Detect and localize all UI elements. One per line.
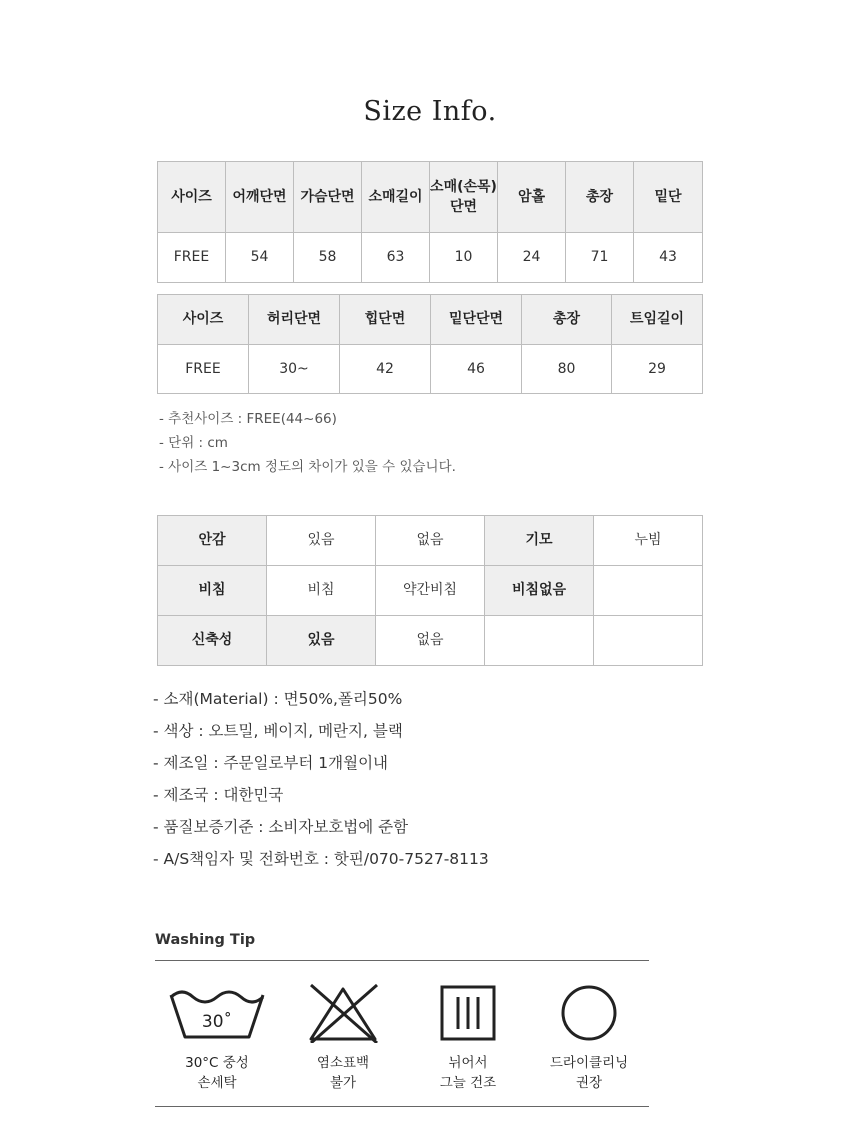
fabric-empty-cell: [594, 616, 703, 666]
fabric-sheer-label: 비침: [158, 566, 267, 616]
fabric-sheer: 비침: [267, 566, 376, 616]
fabric-slightly-sheer: 약간비침: [376, 566, 485, 616]
washing-bottom-divider: [155, 1106, 649, 1107]
size-table-top: [157, 161, 703, 283]
fabric-table: [157, 515, 703, 666]
fabric-empty-cell: [594, 566, 703, 616]
size-notes: [159, 409, 456, 481]
wash-label-line2: 불가: [329, 1075, 357, 1091]
header-armhole: 암홀: [498, 162, 566, 233]
fabric-stretch-label: 신축성: [158, 616, 267, 666]
header-slit-length: 트임길이: [612, 295, 703, 345]
wash-tub-30-icon: [167, 983, 267, 1043]
fabric-lining-no: 없음: [376, 516, 485, 566]
cell-armhole: 24: [498, 233, 566, 283]
wash-label-line1: 드라이클리닝: [549, 1055, 629, 1071]
header-hem-width: 밑단단면: [431, 295, 522, 345]
no-bleach-icon: [293, 983, 393, 1043]
info-manufacture-date: - 제조일 : 주문일로부터 1개월이내: [153, 754, 389, 772]
info-quality-standard: - 품질보증기준 : 소비자보호법에 준함: [153, 818, 409, 836]
cell-chest: 58: [294, 233, 362, 283]
header-hem: 밑단: [634, 162, 703, 233]
washing-top-divider: [155, 960, 649, 961]
header-size: 사이즈: [158, 295, 249, 345]
cell-cuff: 10: [430, 233, 498, 283]
header-cuff: 소매(손목) 단면: [430, 162, 498, 233]
wash-label-line2: 권장: [575, 1075, 603, 1091]
fabric-empty-cell: [485, 616, 594, 666]
header-chest: 가슴단면: [294, 162, 362, 233]
shade-dry-icon: [418, 983, 518, 1043]
cell-hip: 42: [340, 345, 431, 394]
info-colors: - 색상 : 오트밀, 베이지, 메란지, 블랙: [153, 722, 403, 740]
fabric-not-sheer: 비침없음: [485, 566, 594, 616]
header-total-length: 총장: [522, 295, 612, 345]
wash-label-line1: 30°C 중성: [185, 1055, 249, 1071]
cell-slit-length: 29: [612, 345, 703, 394]
page-title: Size Info.: [363, 96, 497, 127]
info-material: - 소재(Material) : 면50%,폴리50%: [153, 690, 403, 708]
wash-item-no-bleach: [273, 983, 413, 1093]
note-recommended-size: - 추천사이즈 : FREE(44~66): [159, 411, 337, 427]
wash-temp-label: 30˚: [201, 1012, 233, 1032]
washing-tip-title: Washing Tip: [155, 932, 256, 948]
header-hip: 힙단면: [340, 295, 431, 345]
cell-waist: 30~: [249, 345, 340, 394]
cell-hem-width: 46: [431, 345, 522, 394]
fabric-stretch-no: 없음: [376, 616, 485, 666]
cell-size: FREE: [158, 233, 226, 283]
note-tolerance: - 사이즈 1~3cm 정도의 차이가 있을 수 있습니다.: [159, 459, 456, 475]
dry-clean-icon: [539, 983, 639, 1043]
product-info: [153, 686, 489, 878]
cell-size: FREE: [158, 345, 249, 394]
cell-shoulder: 54: [226, 233, 294, 283]
cell-total-length: 80: [522, 345, 612, 394]
info-country: - 제조국 : 대한민국: [153, 786, 284, 804]
wash-label-line2: 그늘 건조: [439, 1075, 497, 1091]
cell-sleeve-length: 63: [362, 233, 430, 283]
fabric-stretch-yes: 있음: [267, 616, 376, 666]
cell-hem: 43: [634, 233, 703, 283]
fabric-quilted: 누빔: [594, 516, 703, 566]
size-table-bottom: [157, 294, 703, 394]
wash-item-shade-dry: [398, 983, 538, 1093]
fabric-lining-yes: 있음: [267, 516, 376, 566]
fabric-lining-label: 안감: [158, 516, 267, 566]
fabric-brushed-label: 기모: [485, 516, 594, 566]
wash-item-hand-wash: [147, 983, 287, 1093]
header-sleeve-length: 소매길이: [362, 162, 430, 233]
header-total-length: 총장: [566, 162, 634, 233]
header-shoulder: 어깨단면: [226, 162, 294, 233]
cell-total-length: 71: [566, 233, 634, 283]
wash-label-line1: 염소표백: [316, 1055, 370, 1071]
header-size: 사이즈: [158, 162, 226, 233]
header-waist: 허리단면: [249, 295, 340, 345]
note-unit: - 단위 : cm: [159, 435, 228, 451]
wash-label-line2: 손세탁: [197, 1075, 237, 1091]
wash-label-line1: 뉘어서: [448, 1055, 488, 1071]
info-as-contact: - A/S책임자 및 전화번호 : 핫핀/070-7527-8113: [153, 850, 489, 868]
wash-item-dry-clean: [519, 983, 659, 1093]
